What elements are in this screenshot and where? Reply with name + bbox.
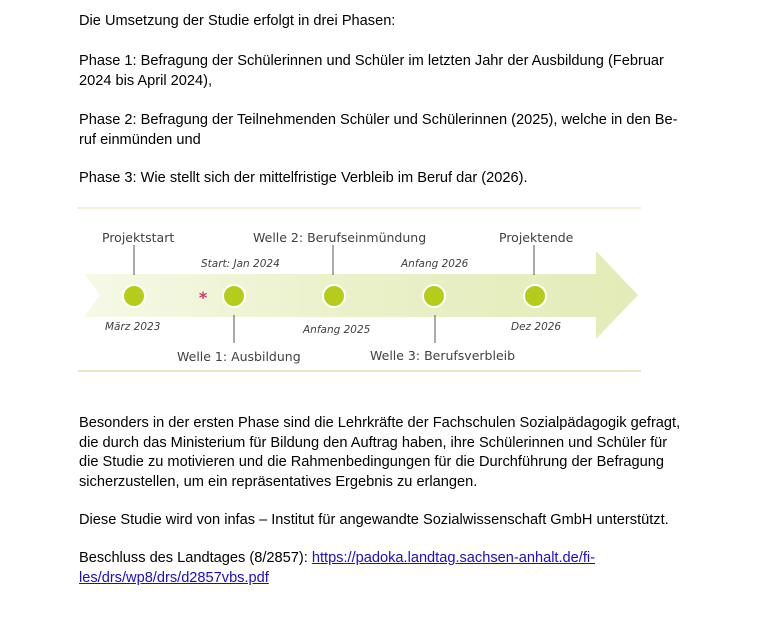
timeline-graphic — [78, 209, 641, 374]
date-maerz-2023: März 2023 — [105, 321, 161, 333]
label-projektstart: Projektstart — [102, 230, 175, 245]
label-welle-3: Welle 3: Berufsverbleib — [370, 348, 516, 363]
reference-prefix: Beschluss des Landtages (8/2857): — [79, 550, 312, 566]
para1-line-2: die durch das Ministerium für Bildung den Auftrag haben, ihre Schülerinnen und Schüler für — [79, 434, 668, 451]
timeline-asterisk-marker: * — [198, 288, 208, 307]
phase-2-line-1: Phase 2: Befragung der Teilnehmenden Schüler und Schülerinnen (2025), welche in den Be- — [79, 112, 678, 128]
reference-paragraph — [79, 549, 699, 588]
reference-line-1 — [79, 549, 699, 569]
date-dez-2026: Dez 2026 — [511, 321, 562, 333]
label-projektende: Projektende — [499, 230, 574, 245]
label-welle-2: Welle 2: Berufseinmündung — [253, 230, 427, 245]
date-anfang-2025: Anfang 2025 — [303, 324, 371, 336]
reference-link-part-1[interactable]: https://padoka.landtag.sachsen-anhalt.de/fi- — [311, 550, 595, 566]
para1-line-1: Besonders in der ersten Phase sind die Lehrkräfte der Fachschulen Sozialpädagogik gefragt, — [79, 415, 681, 431]
para1-line-3: die Studie zu motivieren und die Rahmenbedingungen für die Durchführung der Befragung — [79, 454, 664, 470]
phase-1-text — [79, 52, 699, 91]
paragraph-infas: Diese Studie wird von infas – Institut für angewandte Sozialwissenschaft GmbH unterstützt. — [79, 512, 669, 528]
timeline-dot-2 — [223, 285, 245, 307]
timeline-dot-4 — [423, 285, 445, 307]
phase-3-text: Phase 3: Wie stellt sich der mittelfristige Verbleib im Beruf dar (2026). — [79, 170, 528, 186]
timeline-dot-5 — [524, 285, 546, 307]
date-anfang-2026: Anfang 2026 — [401, 258, 469, 270]
phase-1-line-1: Phase 1: Befragung der Schülerinnen und Schüler im letzten Jahr der Ausbildung (Februar — [79, 53, 664, 69]
reference-link-part-2[interactable]: les/drs/wp8/drs/d2857vbs.pdf — [79, 569, 269, 586]
label-welle-1: Welle 1: Ausbildung — [177, 349, 301, 364]
phase-2-text — [79, 111, 699, 150]
timeline-dot-1 — [123, 285, 145, 307]
phase-2-line-2: ruf einmünden und — [79, 131, 201, 148]
phase-1-line-2: 2024 bis April 2024), — [79, 72, 213, 89]
date-start-jan-2024: Start: Jan 2024 — [201, 258, 280, 270]
para1-line-4: sicherzustellen, um ein repräsentatives Ergebnis zu erlangen. — [79, 473, 478, 490]
intro-text: Die Umsetzung der Studie erfolgt in drei Phasen: — [79, 13, 396, 29]
timeline-dot-3 — [323, 285, 345, 307]
reference-line-2 — [79, 569, 699, 589]
paragraph-first-phase — [79, 414, 699, 492]
timeline-figure — [78, 207, 641, 372]
